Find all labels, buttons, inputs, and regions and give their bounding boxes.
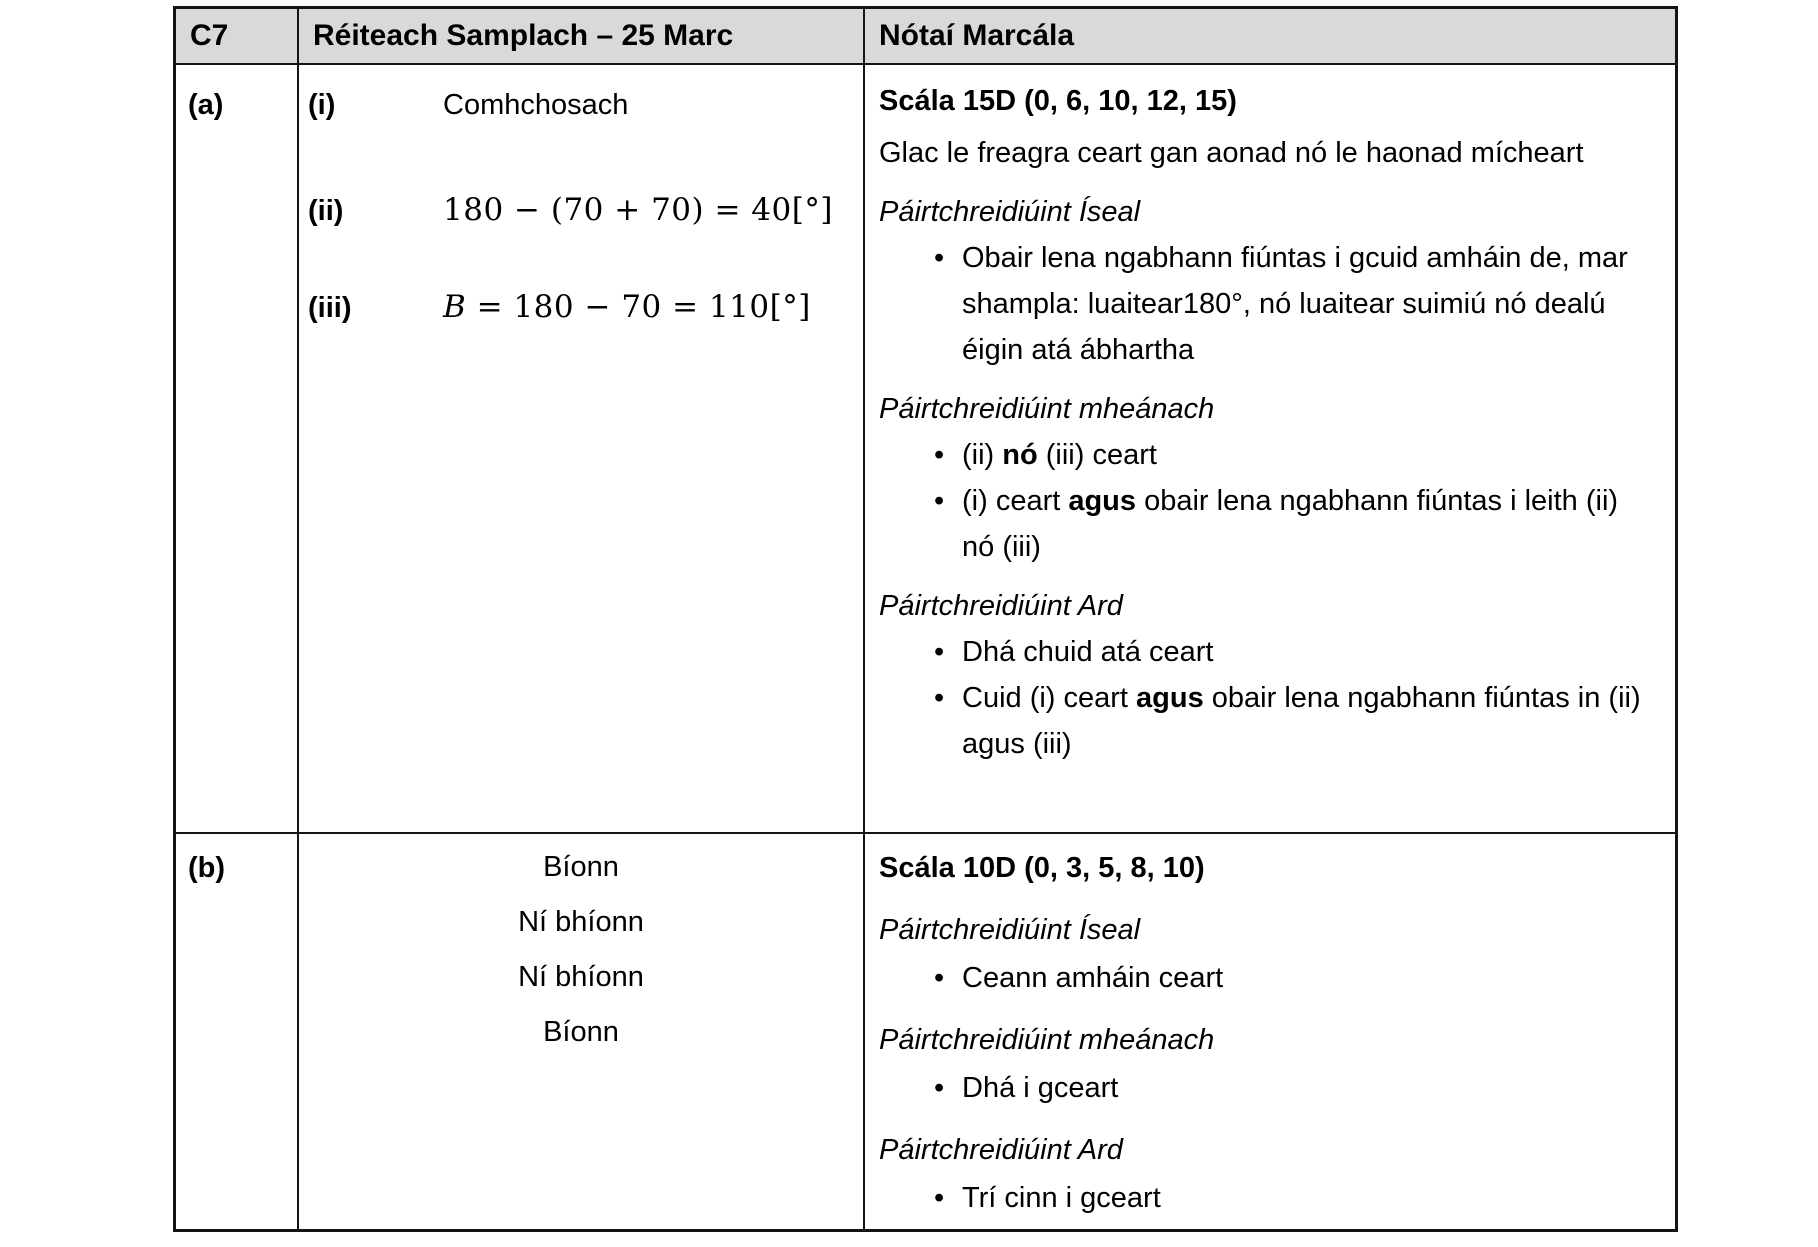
note-bullet-text: (i) ceart	[962, 485, 1069, 517]
partial-credit-mid-heading: Páirtchreidiúint mheánach	[879, 1024, 1215, 1056]
scale-heading-10d: Scála 10D (0, 3, 5, 8, 10)	[879, 852, 1205, 884]
solution-item-iii	[299, 284, 863, 331]
note-bullet-text: obair lena ngabhann fiúntas i leith (ii) nó (iii)	[962, 485, 1619, 563]
answer-line-1: Bíonn	[543, 851, 619, 883]
row-a-label: (a)	[188, 89, 224, 121]
partial-credit-low-list	[879, 235, 1651, 373]
partial-credit-high-list	[879, 629, 1651, 767]
solution-item-ii-number: (ii)	[308, 195, 344, 227]
header-cell-question-number	[176, 9, 299, 65]
row-b-answers-cell	[299, 834, 865, 1229]
partial-credit-mid-list	[879, 432, 1651, 570]
solution-item-ii-formula: 180 − (70 + 70) = 40[°]	[443, 192, 833, 228]
note-bullet-text: obair lena ngabhann fiúntas in (ii) agus (iii)	[962, 682, 1641, 760]
row-a-notes-cell	[865, 65, 1675, 834]
note-bullet-text: Dhá chuid atá ceart	[962, 636, 1214, 668]
partial-credit-low-list	[879, 954, 1651, 1002]
solution-item-iii-number: (iii)	[308, 292, 352, 324]
header-cell-marking-notes	[865, 9, 1675, 65]
note-bullet-bold: agus	[1136, 682, 1204, 714]
partial-credit-high-heading: Páirtchreidiúint Ard	[879, 1134, 1123, 1166]
header-cell-sample-solution	[299, 9, 865, 65]
row-a-solution-cell	[299, 65, 865, 834]
note-bullet	[962, 478, 1651, 570]
scale-heading-15d: Scála 15D (0, 6, 10, 12, 15)	[879, 85, 1237, 117]
solution-item-iii-formula	[443, 284, 811, 330]
partial-credit-low-heading: Páirtchreidiúint Íseal	[879, 196, 1141, 228]
answer-line-4: Bíonn	[543, 1016, 619, 1048]
note-bullet	[962, 675, 1651, 767]
row-b-label: (b)	[188, 852, 226, 884]
partial-credit-mid-list	[879, 1064, 1651, 1112]
partial-credit-mid-heading: Páirtchreidiúint mheánach	[879, 393, 1215, 425]
solution-item-i-number: (i)	[308, 89, 336, 121]
note-bullet-text: Trí cinn i gceart	[962, 1182, 1161, 1214]
row-a-label-cell	[176, 65, 299, 834]
note-bullet-text: Dhá i gceart	[962, 1072, 1119, 1104]
note-bullet	[962, 629, 1651, 675]
solution-item-i	[299, 82, 863, 128]
notes-intro: Glac le freagra ceart gan aonad nó le haonad mícheart	[879, 137, 1584, 169]
answer-line-3: Ní bhíonn	[518, 961, 644, 993]
partial-credit-low-heading: Páirtchreidiúint Íseal	[879, 914, 1141, 946]
row-b-label-cell	[176, 834, 299, 1229]
note-bullet-text: Obair lena ngabhann fiúntas i gcuid amháin de, mar shampla: luaitear180°, nó luaitear suimiú nó dealú éigin atá ábhartha	[962, 242, 1628, 366]
partial-credit-high-heading: Páirtchreidiúint Ard	[879, 590, 1123, 622]
note-bullet-text: Ceann amháin ceart	[962, 962, 1224, 994]
note-bullet	[962, 235, 1651, 373]
note-bullet-bold: agus	[1068, 485, 1137, 517]
note-bullet-text: (ii)	[962, 439, 1003, 471]
formula-variable-b: B	[443, 289, 467, 325]
note-bullet	[962, 1174, 1651, 1222]
solution-item-ii	[299, 187, 863, 234]
answer-line-2: Ní bhíonn	[518, 906, 644, 938]
question-number: C7	[190, 19, 229, 52]
marking-notes-title: Nótaí Marcála	[879, 19, 1075, 52]
sample-solution-title: Réiteach Samplach – 25 Marc	[313, 19, 734, 52]
marking-scheme-table	[173, 6, 1678, 1232]
note-bullet-text: (iii) ceart	[1037, 439, 1157, 471]
partial-credit-high-list	[879, 1174, 1651, 1222]
note-bullet	[962, 954, 1651, 1002]
solution-item-i-text: Comhchosach	[443, 89, 629, 121]
note-bullet-bold: nó	[1002, 439, 1038, 471]
row-b-notes-cell	[865, 834, 1675, 1229]
note-bullet-text: Cuid (i) ceart	[962, 682, 1137, 714]
note-bullet	[962, 432, 1651, 478]
note-bullet	[962, 1064, 1651, 1112]
formula-rest: = 180 − 70 = 110[°]	[466, 289, 811, 325]
